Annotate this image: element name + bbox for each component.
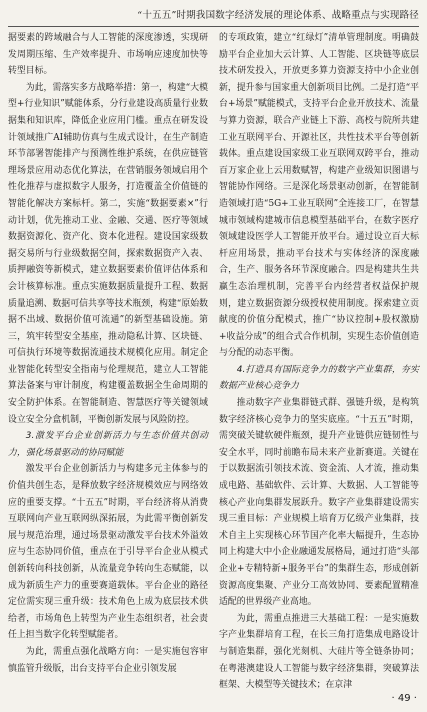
page-number: · 49 · (391, 693, 417, 704)
paragraph: 的专项政策，建立“红绿灯”清单管理制度。明确鼓励平台企业加大云计算、人工智能、区块链等底层技术研发投入，开放更多算力资源支持中小企业创新，提升参与国家重大创新项目比例。二是打造“平台+场景”赋能模式，支持平台企业开放技术、流量与算力资源，联合产业链上下游、高校与院所共建工业互联网平台、开源社区，共性技术平台等创新载体。重点建设国家级工业互联网双跨平台，推动百万家企业上云用数赋智，构建产业级知识图谱与智能协作网络。三是深化场景驱动创新，在智能制造领域打造“5G+工业互联网”全连接工厂，在智慧城市领域构建城市信息模型基础平台，在数字医疗领域建设医学人工智能开放平台。通过设立百大标杆应用场景，推动平台技术与实体经济的深度融合，生产、服务各环节深度融合。四是构建共生共赢生态治理机制，完善平台内经营者权益保护规则，建立数据资源分级授权使用制度。探索建立贡献度的价值分配模式，推广“协议控制+股权激励+收益分成”的组合式合作机制，实现生态价值创造与分配的动态平衡。 (219, 33, 419, 359)
running-header: “十五五”时期我国数字经济发展的理论体系、战略重点与实现路径 (8, 6, 419, 27)
paragraph: 推动数字产业集群链式群、强链升级，是构筑数字经济核心竞争力的坚实底座。“十五五”时期，需突破关键软硬件瓶颈，提升产业链供应链韧性与安全水平，同时前瞻布局未来产业新赛道。关键在于以数据流引领技术流、资金流、人才流，推动集成电路、基础软件、云计算、大数据、人工智能等核心产业向集群发展跃升。数字产业集群建设需实现三重目标：产业规模上培育万亿级产业集群，技术自主上实现核心环节国产化率大幅提升，生态协同上构建大中小企业融通发展格局，通过打造“头部企业+专精特新+服务平台”的集群生态，形成创新资源高度集聚、产业分工高效协同、要素配置精准适配的世界级产业高地。 (219, 398, 419, 608)
left-column (8, 30, 208, 677)
paragraph: 为此，需落实多方战略举措：第一，构建“大模型+行业知识”赋能体系，分行业建设高质量行业数据集和知识库，降低企业应用门槛。重点在研发设计领域推广AI辅助仿真与生成式设计，在生产制造环节部署智能排产与预测性维护系统，在供应链管理场景应用动态优化算法，在营销服务领域启用个性化推荐与虚拟数字人服务，打造覆盖全价值链的智能化解决方案标杆。第二，实施“数据要素×”行动计划，优先推动工业、金融、交通、医疗等领域数据资源化、资产化、资本化进程。建设国家级数据交易所与行业级数据空间，探索数据资产入表、质押融资等新模式，建立数据要素价值评估体系和会计核算标准。重点实施数据质量提升工程、数据质量追溯、数据可信共享等技术瓶颈，构建“原始数据不出域、数据价值可流通”的新型基础设施。第三，筑牢转型安全基座，推动隐私计算、区块链、可信执行环境等数据流通技术规模化应用。制定企业智能化转型安全指南与伦理规范，建立人工智能算法备案与审计制度，构建覆盖数据全生命周期的安全防护体系。在智能制造、智慧医疗等关键领域设立安全分盒机制，平衡创新发展与风险防控。 (8, 82, 208, 425)
paragraph: 据要素的跨域融合与人工智能的深度渗透，实现研发周期压缩、生产效率提升、市场响应速度加快等转型目标。 (8, 33, 208, 77)
paragraph: 为此，需重点强化战略方向：一是实施包容审慎监管升级版，出台支持平台企业引领发展 (8, 646, 208, 674)
section-heading: 4.打造具有国际竞争力的数字产业集群，夯实数据产业核心竞争力 (219, 364, 419, 392)
paragraph: 为此，需重点推进三大基础工程：一是实施数字产业集群培育工程，在长三角打造集成电路设计与制造集群，强化光刻机、大硅片等全链条协同；在粤港澳建设人工智能与数字经济集群，突破算法框架、大模型等关键技术；在京津 (219, 613, 419, 691)
section-heading: 3.激发平台企业创新活力与生态价值共创动力，强化场景驱动的协同赋能 (8, 431, 208, 458)
right-column (219, 30, 419, 694)
paragraph: 激发平台企业创新活力与构建多元主体参与的价值共创生态，是释放数字经济规模效应与网络效应的重要支撑。“十五五”时期，平台经济将从消费互联网向产业互联网纵深拓展，为此需平衡创新发展与规范治理，通过场景驱动激发平台技术外溢效应与生态协同价值，重点在于引导平台企业从模式创新转向科技创新，从流量竞争转向生态赋能，以成为新质生产力的重要赛道载体。平台企业的路径定位需实现三重升级：技术角色上成为底层技术供给者，市场角色上转型为产业生态组织者，社会责任上担当数字化转型赋能者。 (8, 464, 208, 641)
